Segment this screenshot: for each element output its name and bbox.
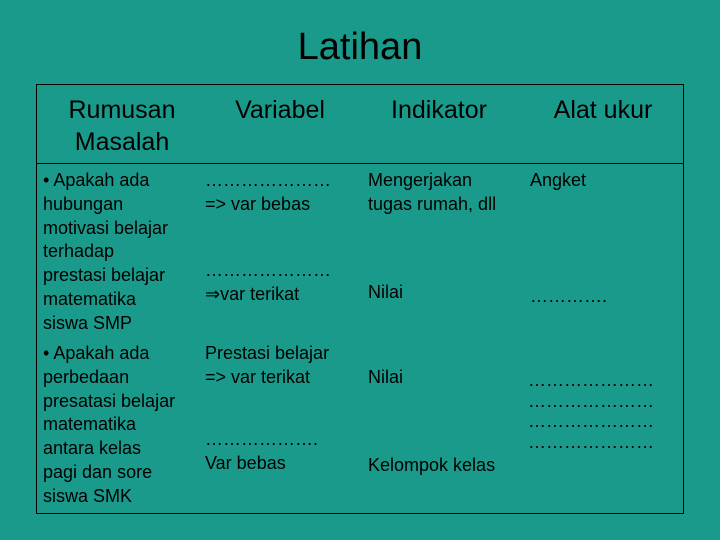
variabel-4-type: Var bebas xyxy=(205,452,286,473)
alat-ukur-2: …………. xyxy=(530,286,608,306)
rumusan-q1-line: prestasi belajar xyxy=(43,265,166,286)
rumusan-q1-line: terhadap xyxy=(43,241,115,262)
rumusan-q1-line: siswa SMP xyxy=(43,312,133,333)
alat-ukur-3-line: ………………… xyxy=(528,370,654,390)
rumusan-question-1 xyxy=(43,169,168,336)
variabel-4-blank: ………………. xyxy=(205,429,319,449)
rumusan-q2-line: Apakah ada xyxy=(53,343,150,363)
variabel-4 xyxy=(205,428,318,476)
header-rumusan-masalah xyxy=(52,94,192,158)
rumusan-q1-line: matematika xyxy=(43,288,137,309)
bullet: • xyxy=(43,170,50,190)
variabel-1-blank: ………………… xyxy=(205,170,331,190)
header-rumusan-line1: Rumusan xyxy=(68,96,176,124)
variabel-2-type: ⇒var terikat xyxy=(205,283,300,304)
header-rumusan-line2: Masalah xyxy=(74,128,170,156)
alat-ukur-3-line: ………………… xyxy=(528,431,654,452)
indikator-4: Kelompok kelas xyxy=(368,455,496,475)
rumusan-q1-line: motivasi belajar xyxy=(43,217,169,238)
indikator-1-line: Mengerjakan xyxy=(368,170,473,190)
rumusan-q2-line: perbedaan xyxy=(43,366,130,387)
rumusan-q1-line: hubungan xyxy=(43,193,124,214)
rumusan-question-2 xyxy=(43,342,175,509)
variabel-3 xyxy=(205,342,329,390)
rumusan-q2-line: presatasi belajar xyxy=(43,390,176,411)
rumusan-q2-line: siswa SMK xyxy=(43,485,133,506)
header-divider xyxy=(36,163,684,164)
variabel-3-type: => var terikat xyxy=(205,366,311,387)
indikator-1-line: tugas rumah, dll xyxy=(368,193,497,214)
variabel-2 xyxy=(205,259,331,307)
indikator-1 xyxy=(368,169,496,217)
alat-ukur-1: Angket xyxy=(530,170,587,190)
header-indikator: Indikator xyxy=(391,96,487,124)
header-alat-ukur: Alat ukur xyxy=(553,96,653,124)
variabel-1-type: => var bebas xyxy=(205,193,311,214)
rumusan-q2-line: antara kelas xyxy=(43,438,142,459)
indikator-2: Nilai xyxy=(368,282,404,302)
variabel-3-name: Prestasi belajar xyxy=(205,343,330,363)
variabel-1 xyxy=(205,169,331,217)
header-variabel: Variabel xyxy=(235,96,325,124)
bullet: • xyxy=(43,343,50,363)
slide-title: Latihan xyxy=(297,26,423,68)
alat-ukur-3-line: ………………… xyxy=(528,411,654,431)
alat-ukur-3 xyxy=(528,370,654,452)
rumusan-q2-line: matematika xyxy=(43,414,137,435)
indikator-3: Nilai xyxy=(368,367,404,387)
rumusan-q1-line: Apakah ada xyxy=(53,170,150,190)
alat-ukur-3-line: ………………… xyxy=(528,390,654,411)
rumusan-q2-line: pagi dan sore xyxy=(43,461,153,482)
variabel-2-blank: ………………… xyxy=(205,260,331,280)
